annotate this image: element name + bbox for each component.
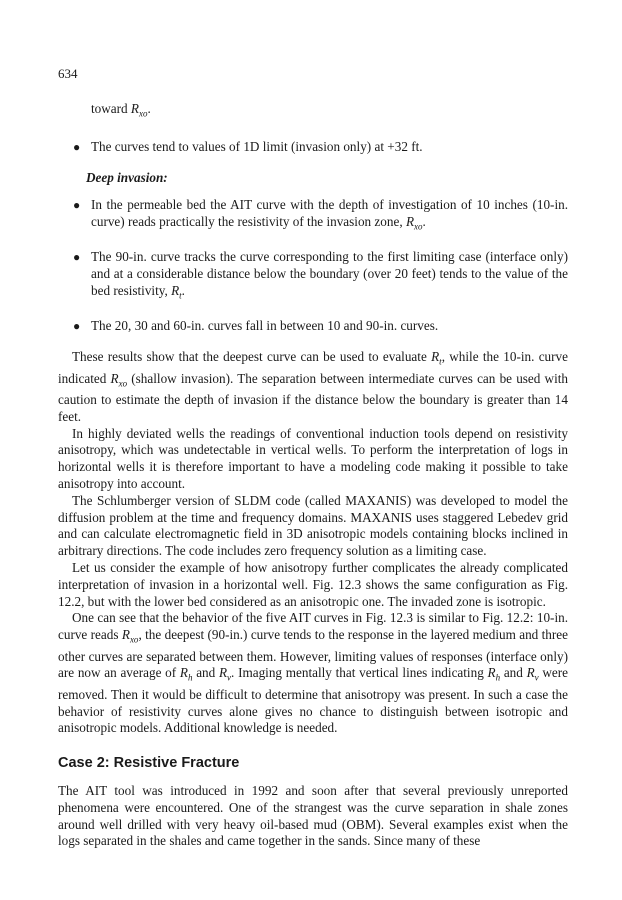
continuation-text: toward $R_{xo}$. bbox=[91, 101, 151, 119]
paragraph: In highly deviated wells the readings of conventional induction tools depend on resistivity anisotropy, which was undetectable in vertical wells. To perform the interpretation of logs in horizontal wells it is therefore important to have a modeling code making it possible to take anisotropy into account. bbox=[58, 425, 568, 491]
bullet-text: The 90-in. curve tracks the curve corresponding to the first limiting case (interface only) and at a considerable distance below the boundary (over 20 feet) tends to the value of the bed resistivity, $R_t$. bbox=[91, 249, 568, 301]
subheading-deep-invasion: Deep invasion: bbox=[86, 170, 168, 186]
paragraph: These results show that the deepest curve can be used to evaluate $R_t$, while the 10-in. curve indicated $R_{xo}$ (shallow invasion). The separation between intermediate curves can be used with caution to estimate the depth of invasion if the distance below the boundary is greater than 14 feet. bbox=[58, 349, 568, 424]
bullet-item bbox=[73, 249, 568, 304]
page-body bbox=[58, 101, 568, 850]
bullet-text: The curves tend to values of 1D limit (invasion only) at +32 ft. bbox=[91, 139, 423, 155]
bullet-list-deep bbox=[58, 197, 568, 335]
bullet-item bbox=[73, 318, 568, 335]
bullet-item bbox=[73, 139, 568, 156]
page-number: 634 bbox=[58, 66, 78, 81]
bullet-list-top bbox=[58, 139, 568, 156]
section-heading: Case 2: Resistive Fracture bbox=[58, 755, 240, 772]
bullet-item bbox=[73, 197, 568, 235]
bullet-icon: ● bbox=[73, 140, 81, 155]
bullet-text: In the permeable bed the AIT curve with the depth of investigation of 10 inches (10-in. curve) reads practically the resistivity of the invasion zone, $R_{xo}$. bbox=[91, 197, 568, 232]
bullet-icon: ● bbox=[73, 319, 81, 334]
bullet-icon: ● bbox=[73, 250, 81, 265]
paragraph: Let us consider the example of how anisotropy further complicates the already complicated interpretation of invasion in a horizontal well. Fig. 12.3 shows the same configuration as Fig. 12.2, but with the lower bed considered as an anisotropic one. The invaded zone is isotropic. bbox=[58, 559, 568, 609]
bullet-text: The 20, 30 and 60-in. curves fall in between 10 and 90-in. curves. bbox=[91, 318, 439, 334]
bullet-icon: ● bbox=[73, 198, 81, 213]
paragraph: One can see that the behavior of the five AIT curves in Fig. 12.3 is similar to Fig. 12.2: 10-in. curve reads $R_{xo}$, the deepest (90-in.) curve tends to the response in the layered medium and three other curves are separated between them. However, limiting values of responses (interface only) are now an average of $R_h$ and $R_v$. Imaging mentally that vertical lines indicating $R_h$ and $R_v$ were removed. Then it would be difficult to determine that anisotropy was present. In such a case the behavior of resistivity curves alone gives no chance to distinguish between isotropic and anisotropic models. Additional knowledge is needed. bbox=[58, 610, 569, 736]
paragraph: The Schlumberger version of SLDM code (called MAXANIS) was developed to model the diffusion problem at the time and frequency domains. MAXANIS uses staggered Lebedev grid and can calculate electromagnetic field in 3D anisotropic models containing blocks inclined in arbitrary directions. The code includes zero frequency solution as a limiting case. bbox=[58, 492, 568, 559]
section-paragraph: The AIT tool was introduced in 1992 and soon after that several previously unreported phenomena were encountered. One of the strangest was the curve separation in shale zones around well drilled with very heavy oil-based mud (OBM). Several examples exist when the logs separated in the shales and came together in the sands. Since many of these bbox=[58, 782, 568, 849]
